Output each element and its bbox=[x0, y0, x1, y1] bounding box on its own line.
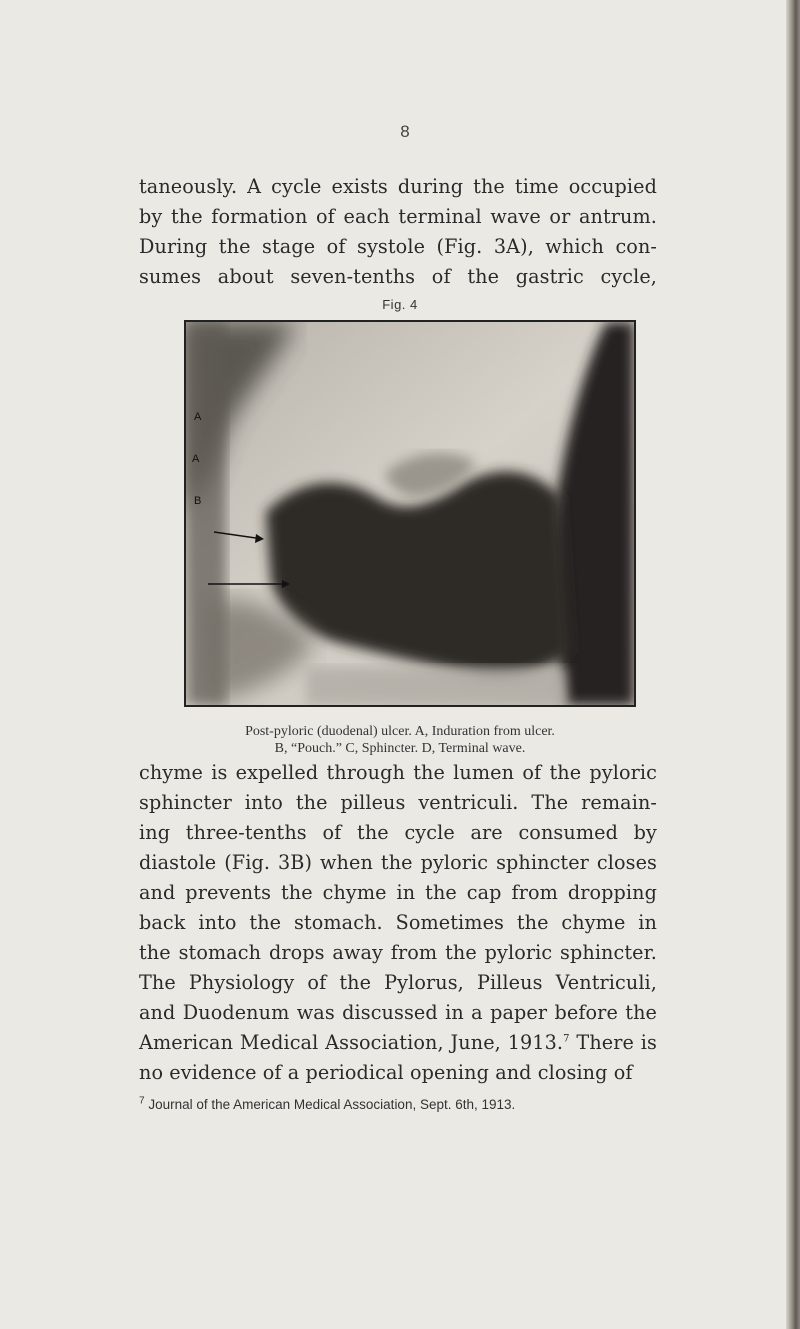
paragraph-top bbox=[139, 172, 657, 292]
figure-label: Fig. 4 bbox=[382, 297, 418, 312]
text-line: sumes about seven-tenths of the gastric cycle, bbox=[139, 265, 657, 288]
footnote-text: Journal of the American Medical Association, Sept. 6th, 1913. bbox=[144, 1097, 516, 1112]
text-segment: American Medical Association, June, 1913. bbox=[139, 1031, 564, 1054]
text-line: diastole (Fig. 3B) when the pyloric sphincter closes bbox=[139, 851, 657, 874]
figure-caption-line2: B, “Pouch.” C, Sphincter. D, Terminal wave. bbox=[274, 741, 526, 756]
marker-b: B bbox=[194, 495, 202, 507]
text-line: and Duodenum was discussed in a paper before the bbox=[139, 1001, 657, 1024]
footnote-ref: 7 bbox=[563, 1033, 570, 1045]
text-line: ing three-tenths of the cycle are consumed by bbox=[139, 821, 657, 844]
text-line: no evidence of a periodical opening and closing of bbox=[139, 1061, 633, 1084]
marker-a: A bbox=[194, 411, 202, 423]
figure-caption-line1: Post-pyloric (duodenal) ulcer. A, Induration from ulcer. bbox=[245, 724, 555, 739]
xray-figure bbox=[184, 320, 636, 707]
footnote bbox=[139, 1097, 659, 1112]
marker-a-arrow: A bbox=[192, 453, 200, 465]
text-line: During the stage of systole (Fig. 3A), which con- bbox=[139, 235, 657, 258]
text-line: taneously. A cycle exists during the time occupied bbox=[139, 175, 657, 198]
text-line: the stomach drops away from the pyloric sphincter. bbox=[139, 941, 657, 964]
page-number: 8 bbox=[400, 122, 410, 141]
text-segment: There is bbox=[569, 1031, 657, 1054]
text-line: back into the stomach. Sometimes the chyme in bbox=[139, 911, 657, 934]
text-line: by the formation of each terminal wave or antrum. bbox=[139, 205, 657, 228]
text-line: sphincter into the pilleus ventriculi. The remain- bbox=[139, 791, 657, 814]
footnote-marker: 7 bbox=[139, 1095, 145, 1107]
page-edge-shadow bbox=[786, 0, 800, 1329]
xray-image bbox=[186, 322, 634, 705]
text-line-with-footnote bbox=[139, 1028, 657, 1058]
text-line: and prevents the chyme in the cap from dropping bbox=[139, 881, 657, 904]
text-line: chyme is expelled through the lumen of the pyloric bbox=[139, 761, 657, 784]
paragraph-bottom bbox=[139, 758, 657, 1088]
text-line: The Physiology of the Pylorus, Pilleus Ventriculi, bbox=[139, 971, 657, 994]
